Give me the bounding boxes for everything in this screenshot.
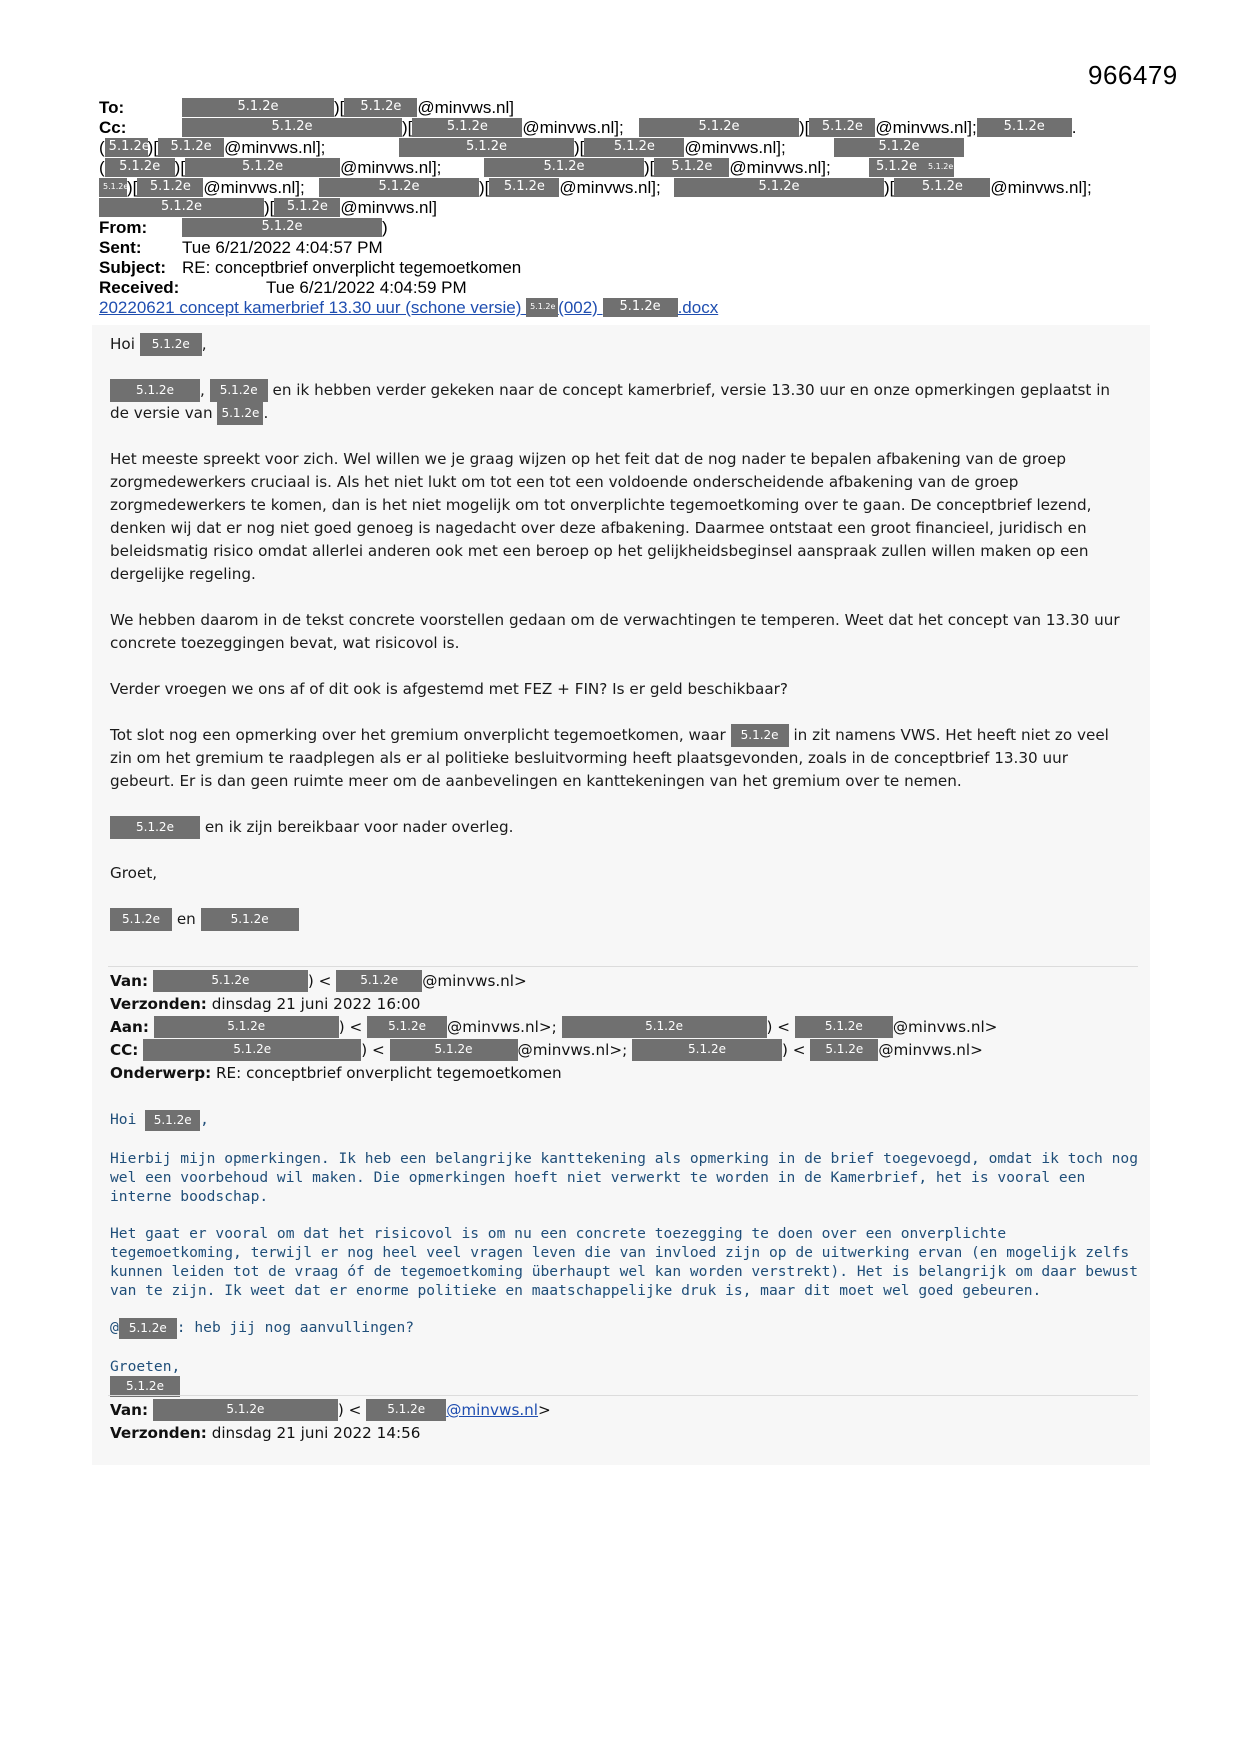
- subject-value: RE: conceptbrief onverplicht tegemoetkomen: [215, 1064, 562, 1082]
- redaction: 5.1.2e: [217, 402, 263, 425]
- paragraph: Het meeste spreekt voor zich. Wel willen we je graag wijzen op het feit dat de nog nader te bepalen afbakening van de groep zorgmedewerkers cruciaal is. Als het niet lukt om tot een tot een voldoende onderscheidende afbakening van de groep zorgmedewerkers te komen, dan is het niet mogelijk om tot onverplichte tegemoetkoming over te gaan. De conceptbrief lezend, denken wij dat er nog niet goed genoeg is nagedacht over deze afbakening. Daarmee ontstaat een groot financieel, juridisch en beleidsmatig risico omdat allerlei anderen ook met een beroep op het gelijkheidsbeginsel aanspraak zullen willen maken op een dergelijke regeling.: [110, 450, 1092, 583]
- paragraph-text: in zit namens VWS. Het heeft niet zo veel zin om het gremium te raadplegen als er al politieke besluitvorming heeft plaatsgevonden, zoals in de conceptbrief 13.30 uur gebeurt. Er is dan geen ruimte meer om de aanbevelingen en kanttekeningen van het gremium over te nemen.: [110, 726, 1109, 790]
- redaction: 5.1.2e: [809, 118, 875, 137]
- redaction: 5.1.2e: [110, 1376, 180, 1397]
- attachment-line: [99, 298, 1139, 318]
- from-email: @minvws.nl>: [422, 972, 527, 990]
- email-header: [99, 98, 1139, 318]
- cc-email: @minvws.nl];: [684, 138, 786, 157]
- redaction: 5.1.2e: [924, 158, 954, 177]
- redaction: 5.1.2e: [336, 970, 422, 992]
- paragraph: [110, 724, 1130, 793]
- sent-value: dinsdag 21 juni 2022 14:56: [211, 1424, 421, 1442]
- sent-value: dinsdag 21 juni 2022 16:00: [211, 995, 421, 1013]
- cc-line-3: ( 5.1.2e )[ 5.1.2e @minvws.nl]; 5.1.2e )[ 5.1.2e @minvws.nl]; 5.1.2e 5.1.2e: [99, 158, 954, 177]
- sent-line: [110, 993, 1140, 1016]
- redaction: 5.1.2e: [894, 178, 990, 197]
- redaction: 5.1.2e: [834, 138, 964, 157]
- paragraph: 5.1.2e , 5.1.2e en ik hebben verder gekeken naar de concept kamerbrief, versie 13.30 uur en onze opmerkingen geplaatst in de versie van 5.1.2e .: [110, 379, 1130, 425]
- sent-line: [110, 1422, 1140, 1445]
- redaction: 5.1.2e: [869, 158, 924, 177]
- redaction: 5.1.2e: [526, 298, 558, 317]
- redaction: 5.1.2e: [344, 98, 417, 117]
- cc-line-1: Cc: 5.1.2e )[ 5.1.2e @minvws.nl]; 5.1.2e )[ 5.1.2e @minvws.nl]; 5.1.2e .: [99, 118, 1077, 137]
- from-line: Van: 5.1.2e ) < 5.1.2e @minvws.nl>: [110, 972, 527, 990]
- attachment-link[interactable]: [99, 298, 718, 318]
- received-line: [99, 278, 1139, 298]
- redaction: 5.1.2e: [489, 178, 559, 197]
- to-label: To:: [99, 98, 125, 117]
- from-label: From:: [99, 218, 148, 237]
- attachment-extension: .docx: [677, 298, 719, 317]
- redaction: 5.1.2e: [158, 138, 224, 157]
- redaction: 5.1.2e: [484, 158, 644, 177]
- signature: [110, 908, 1130, 931]
- redaction: 5.1.2e: [562, 1016, 767, 1038]
- sent-label: Verzonden:: [110, 1424, 207, 1442]
- greeting: Hoi 5.1.2e ,: [110, 333, 1130, 356]
- cc-email: @minvws.nl];: [990, 178, 1092, 197]
- email-link[interactable]: @minvws.nl: [446, 1401, 539, 1419]
- paragraph: [110, 816, 1130, 839]
- redaction: 5.1.2e: [810, 1039, 878, 1061]
- question: [110, 1318, 1140, 1339]
- sent-label: Verzonden:: [110, 995, 207, 1013]
- greeting: Hoi 5.1.2e ,: [110, 1110, 1140, 1131]
- cc-line-4: 5.1.2e)[ 5.1.2e @minvws.nl]; 5.1.2e )[ 5.1.2e @minvws.nl]; 5.1.2e )[ 5.1.2e @minvws.nl];: [99, 178, 1139, 198]
- to-email: @minvws.nl]: [417, 98, 514, 117]
- redaction: 5.1.2e: [99, 178, 127, 197]
- redaction: 5.1.2e: [137, 178, 203, 197]
- closing: Groet,: [110, 864, 158, 882]
- redaction: 5.1.2e: [110, 379, 200, 402]
- paragraph: Verder vroegen we ons af of dit ook is afgestemd met FEZ + FIN? Is er geld beschikbaar?: [110, 680, 788, 698]
- cc-email: @minvws.nl];: [875, 118, 977, 137]
- redaction: 5.1.2e: [153, 1399, 338, 1421]
- redaction: 5.1.2e: [99, 198, 264, 217]
- redaction: 5.1.2e: [145, 1110, 200, 1131]
- redaction: 5.1.2e: [731, 724, 789, 747]
- cc-line: CC: 5.1.2e ) < 5.1.2e @minvws.nl>; 5.1.2e ) < 5.1.2e @minvws.nl>: [110, 1041, 983, 1059]
- attachment-name-part: (002): [558, 298, 598, 317]
- email3-header: [110, 1399, 1140, 1445]
- redaction: 5.1.2e: [201, 908, 299, 931]
- cc-email: @minvws.nl];: [203, 178, 305, 197]
- question-text: : heb jij nog aanvullingen?: [176, 1319, 415, 1336]
- bracket: >: [538, 1401, 551, 1419]
- closing-text: Groeten,: [110, 1358, 181, 1375]
- redaction: 5.1.2e: [185, 158, 340, 177]
- redaction: 5.1.2e: [182, 118, 402, 137]
- redaction: 5.1.2e: [977, 118, 1072, 137]
- to-line: Aan: 5.1.2e ) < 5.1.2e @minvws.nl>; 5.1.2e ) < 5.1.2e @minvws.nl>: [110, 1018, 998, 1036]
- cc-label: CC:: [110, 1041, 139, 1059]
- received-label: Received:: [99, 278, 180, 297]
- redaction: 5.1.2e: [105, 138, 148, 157]
- redaction: 5.1.2e: [412, 118, 522, 137]
- signature-text: en: [176, 910, 196, 928]
- redaction: 5.1.2e: [210, 379, 268, 402]
- redaction: 5.1.2e: [110, 908, 172, 931]
- cc-email: @minvws.nl>;: [517, 1041, 628, 1059]
- redaction: 5.1.2e: [603, 298, 678, 317]
- paragraph: Het gaat er vooral om dat het risicovol is om nu een concrete toezegging te doen over een onverplichte tegemoetkoming, terwijl er nog heel veel vragen leven die van invloed zijn op de uitwerking ervan (en mogelijk zelfs kunnen leiden tot de vraag óf de tegemoetkoming überhaupt wel kan worden verstrekt). Het is belangrijk om daar bewust van te zijn. Ik weet dat er enorme politieke en maatschappelijke druk is, maar dit moet wel goed gebeuren.: [110, 1225, 1138, 1299]
- attachment-name-part: 20220621 concept kamerbrief 13.30 uur (schone versie): [99, 298, 522, 317]
- paragraph-text: en ik zijn bereikbaar voor nader overleg.: [204, 818, 514, 836]
- paragraph-text: Tot slot nog een opmerking over het gremium onverplicht tegemoetkomen, waar: [110, 726, 726, 744]
- closing: [110, 1357, 1140, 1397]
- cc-line-5: 5.1.2e )[ 5.1.2e @minvws.nl]: [99, 198, 1139, 218]
- email-body-1: [110, 333, 1130, 954]
- redaction: 5.1.2e: [390, 1039, 518, 1061]
- redaction: 5.1.2e: [319, 178, 479, 197]
- cc-email: @minvws.nl]: [340, 198, 437, 217]
- redaction: 5.1.2e: [140, 333, 202, 356]
- redaction: 5.1.2e: [153, 970, 308, 992]
- email2-header: [110, 970, 1140, 1085]
- redaction: 5.1.2e: [674, 178, 884, 197]
- subject-line: [99, 258, 1139, 278]
- redaction: 5.1.2e: [654, 158, 729, 177]
- to-label: Aan:: [110, 1018, 149, 1036]
- cc-label: Cc:: [99, 118, 127, 137]
- redaction: 5.1.2e: [182, 218, 382, 237]
- subject-label: Onderwerp:: [110, 1064, 212, 1082]
- sep-text: )[: [334, 98, 345, 117]
- cc-email: @minvws.nl];: [522, 118, 624, 137]
- paragraph-text: en ik hebben verder gekeken naar de concept kamerbrief, versie 13.30 uur en onze opmerkingen geplaatst in de versie van: [110, 381, 1111, 422]
- redaction: 5.1.2e: [632, 1039, 782, 1061]
- redaction: 5.1.2e: [182, 98, 334, 117]
- redaction: 5.1.2e: [105, 158, 175, 177]
- at-sign: @: [110, 1319, 119, 1336]
- cc-email: @minvws.nl];: [224, 138, 326, 157]
- to-email: @minvws.nl>;: [447, 1018, 557, 1036]
- redaction: 5.1.2e: [366, 1399, 446, 1421]
- redaction: 5.1.2e: [274, 198, 340, 217]
- received-value: Tue 6/21/2022 4:04:59 PM: [266, 278, 467, 297]
- sent-label: Sent:: [99, 238, 142, 257]
- subject-value: RE: conceptbrief onverplicht tegemoetkomen: [182, 258, 522, 277]
- from-label: Van:: [110, 1401, 149, 1419]
- redaction: 5.1.2e: [119, 1318, 177, 1339]
- greeting-text: Hoi: [110, 1111, 137, 1128]
- cc-line-2: ( 5.1.2e)[ 5.1.2e @minvws.nl]; 5.1.2e )[ 5.1.2e @minvws.nl]; 5.1.2e: [99, 138, 1139, 158]
- redaction: 5.1.2e: [795, 1016, 893, 1038]
- to-email: @minvws.nl>: [892, 1018, 998, 1036]
- document-number: 966479: [1088, 60, 1178, 90]
- email-body-2: [110, 1110, 1140, 1415]
- paragraph: We hebben daarom in de tekst concrete voorstellen gedaan om de verwachtingen te temperen. Weet dat het concept van 13.30 uur concrete toezeggingen bevat, wat risicovol is.: [110, 611, 1120, 652]
- cc-email: @minvws.nl];: [729, 158, 831, 177]
- from-label: Van:: [110, 972, 149, 990]
- sent-line: [99, 238, 1139, 258]
- from-line: From: 5.1.2e ): [99, 218, 388, 237]
- redaction: 5.1.2e: [143, 1039, 361, 1061]
- paragraph: Hierbij mijn opmerkingen. Ik heb een belangrijke kanttekening als opmerking in de brief toegevoegd, omdat ik toch nog wel een voorbehoud wil maken. Die opmerkingen hoeft niet verwerkt te worden in de Kamerbrief, het is vooral een interne boodschap.: [110, 1150, 1138, 1205]
- redaction: 5.1.2e: [584, 138, 684, 157]
- redaction: 5.1.2e: [399, 138, 574, 157]
- divider: [108, 966, 1138, 967]
- greeting-text: Hoi: [110, 335, 135, 353]
- divider: [108, 1395, 1138, 1396]
- redaction: 5.1.2e: [639, 118, 799, 137]
- subject-label: Subject:: [99, 258, 167, 277]
- sent-value: Tue 6/21/2022 4:04:57 PM: [182, 238, 383, 257]
- redaction: 5.1.2e: [110, 816, 200, 839]
- from-line: Van: 5.1.2e ) < 5.1.2e @minvws.nl>: [110, 1401, 551, 1419]
- subject-line: [110, 1062, 1140, 1085]
- redaction: 5.1.2e: [367, 1016, 447, 1038]
- redaction: 5.1.2e: [154, 1016, 339, 1038]
- cc-email: @minvws.nl];: [559, 178, 661, 197]
- cc-email: @minvws.nl>: [878, 1041, 983, 1059]
- cc-email: @minvws.nl];: [340, 158, 442, 177]
- to-line: [99, 98, 1139, 118]
